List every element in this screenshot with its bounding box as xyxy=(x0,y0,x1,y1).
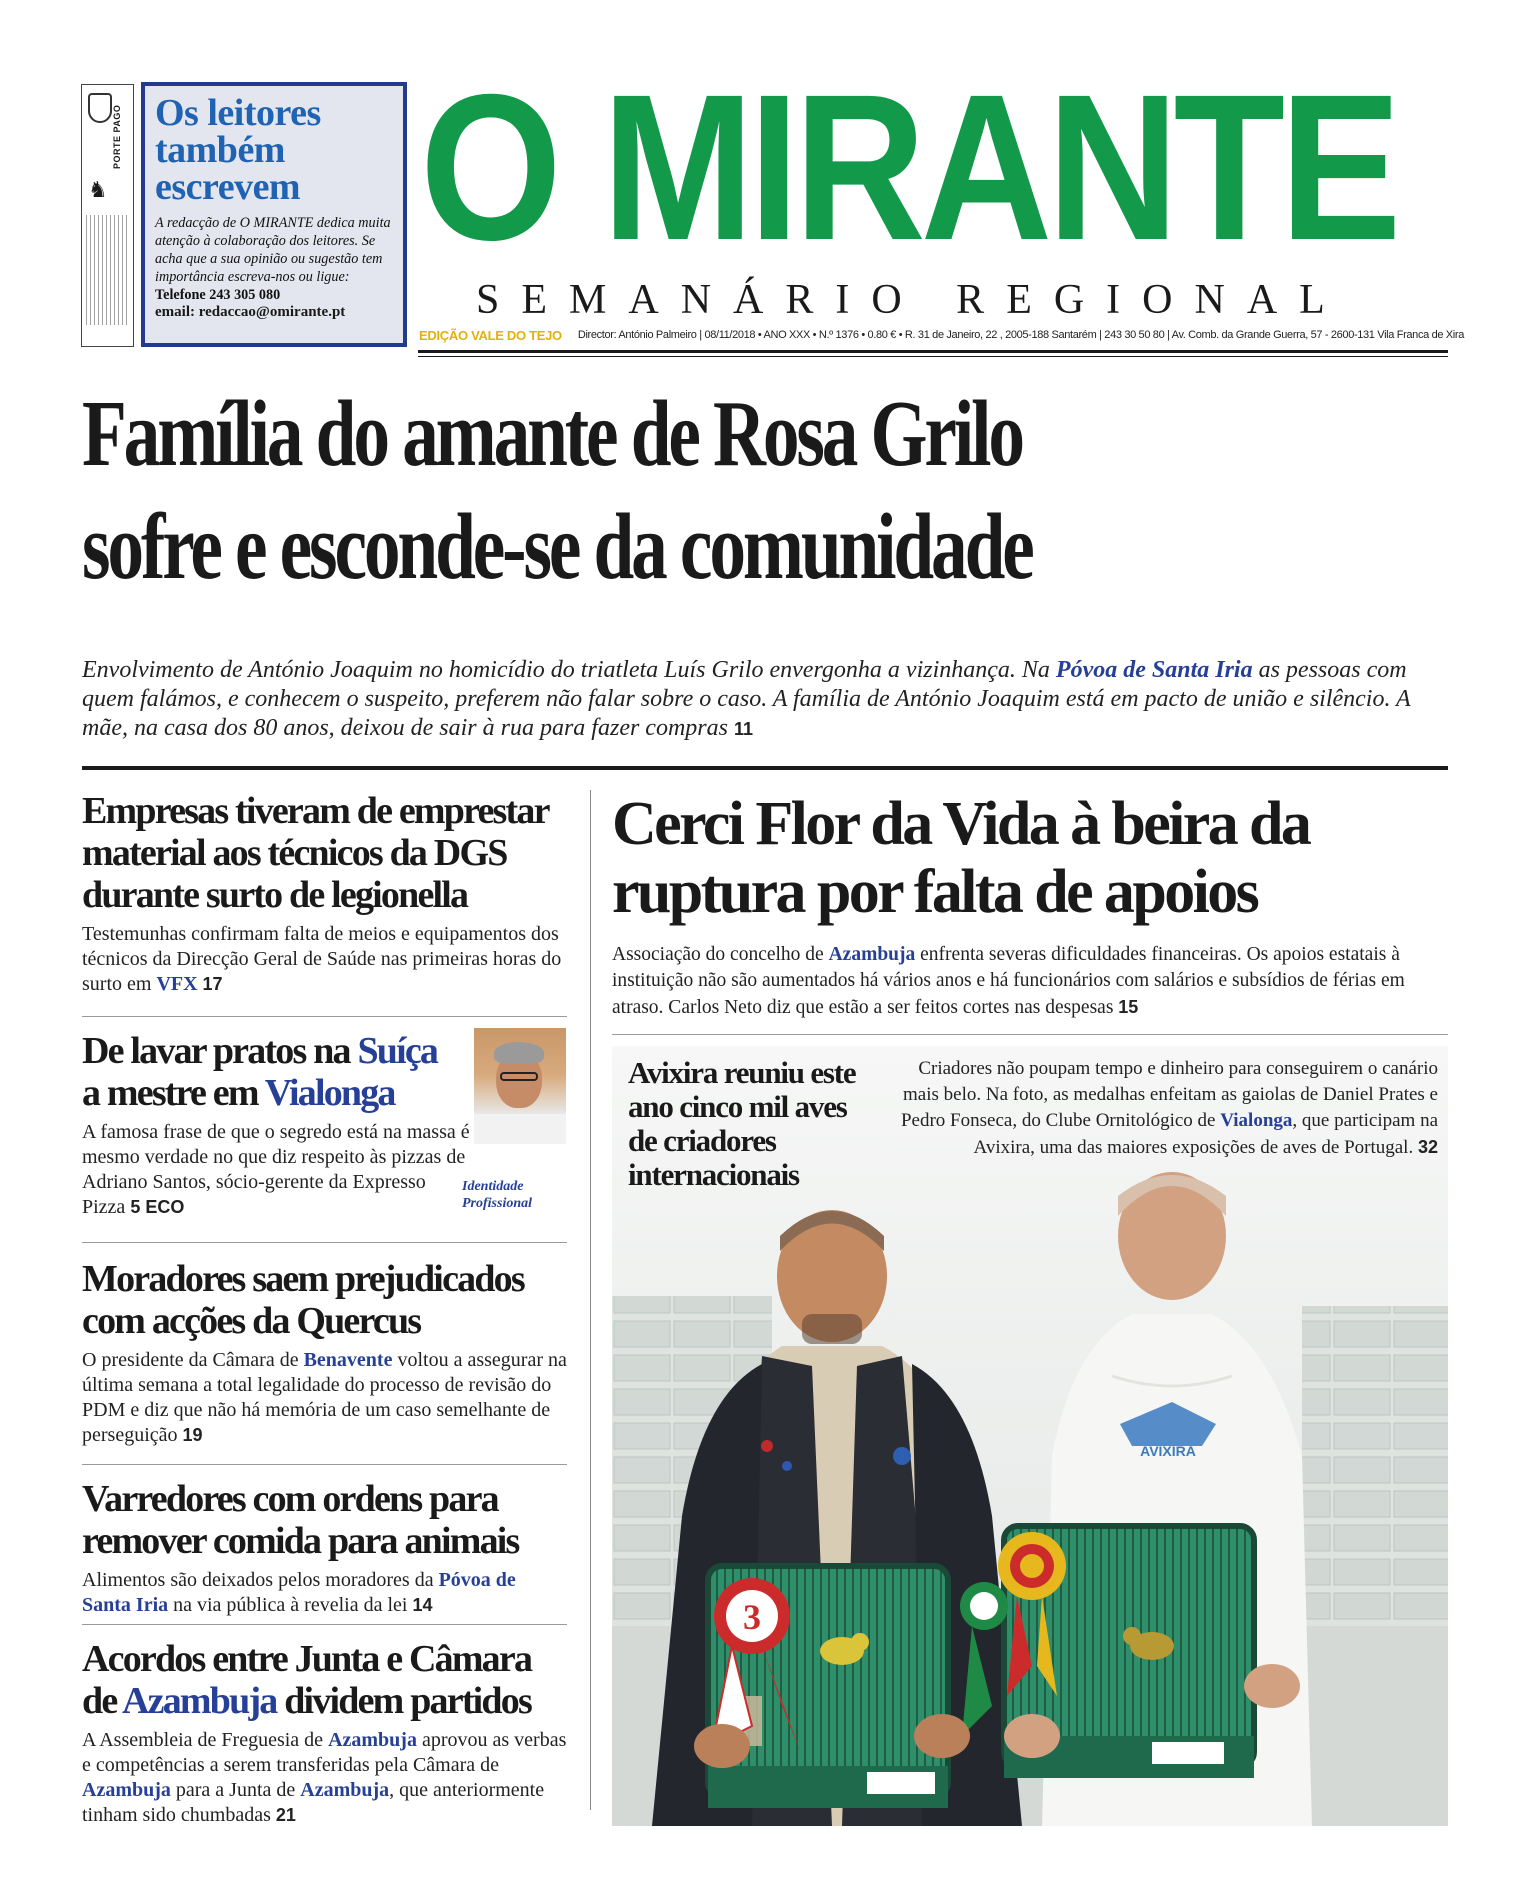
story-place: Benavente xyxy=(303,1349,393,1371)
portrait-hair xyxy=(494,1042,544,1064)
readers-box-email[interactable]: email: redaccao@omirante.pt xyxy=(155,304,346,320)
story-place: Póvoa de Santa Iria xyxy=(82,1569,516,1616)
story-page-ref: 21 xyxy=(275,1805,296,1825)
story-page-ref: 17 xyxy=(202,974,223,994)
story-place-2: Azambuja xyxy=(328,1729,417,1751)
avixira-page-ref: 32 xyxy=(1417,1137,1438,1157)
cerci-body xyxy=(612,942,1454,1021)
story-headline-text: Acordos entre Junta e Câmara de xyxy=(82,1638,532,1722)
postal-strip xyxy=(81,84,134,347)
story-page-ref: 14 xyxy=(412,1595,433,1615)
reindeer-icon: ♞ xyxy=(88,177,108,202)
readers-box-phone: Telefone 243 305 080 xyxy=(155,287,281,303)
story-headline-text: De lavar pratos na xyxy=(82,1030,358,1072)
story-headline xyxy=(82,1030,482,1114)
story-headline: Empresas tiveram de emprestar material aos técnicos da DGS durante surto de legionella xyxy=(82,790,548,916)
story-text-2: voltou a assegurar na última semana a total legalidade do processo de revisão do PDM e diz que não há memória de um caso semelhante de perseguição xyxy=(82,1349,567,1446)
cerci-page-ref: 15 xyxy=(1118,997,1139,1017)
edition-line xyxy=(419,326,1464,344)
story-place-3: Azambuja xyxy=(82,1779,171,1801)
story-body xyxy=(82,1728,567,1828)
newspaper-logo: O MIRANTE xyxy=(420,52,1397,284)
section-rule xyxy=(82,766,1448,770)
story-text-4: , que anteriormente tinham sido chumbadas xyxy=(82,1779,545,1826)
story-separator xyxy=(82,1016,567,1017)
portrait-shirt xyxy=(474,1114,566,1144)
readers-box-title: Os leitores também escrevem xyxy=(155,92,321,208)
story-headline: Varredores com ordens para remover comida para animais xyxy=(82,1478,519,1562)
column-divider xyxy=(590,790,591,1810)
story-separator xyxy=(82,1242,567,1243)
story-body xyxy=(82,1568,567,1618)
story-varredores[interactable] xyxy=(82,1478,567,1618)
lead-deck-text: Envolvimento de António Joaquim no homicídio do triatleta Luís Grilo envergonha a vizinhança. Na xyxy=(82,657,1056,683)
lead-headline-line2: sofre e esconde-se da comunidade xyxy=(82,495,1032,599)
story-text: Alimentos são deixados pelos moradores da xyxy=(82,1569,439,1591)
cerci-headline[interactable]: Cerci Flor da Vida à beira da ruptura por falta de apoios xyxy=(612,790,1310,926)
story-place: Azambuja xyxy=(122,1680,277,1722)
lead-page-ref: 11 xyxy=(733,719,754,739)
avixira-caption-text: Criadores não poupam tempo e dinheiro para conseguirem o canário mais belo. Na foto, as medalhas enfeitam as gaiolas de Daniel Prates e Pedro Fonseca, do Clube Ornitológico de xyxy=(900,1058,1438,1131)
lead-headline-line1: Família do amante de Rosa Grilo xyxy=(82,382,1022,486)
story-text-2: aprovou as verbas e competências a serem transferidas pela Câmara de xyxy=(82,1729,567,1776)
story-pizza[interactable] xyxy=(82,1030,482,1220)
masthead-rule-thin xyxy=(418,356,1448,357)
story-separator xyxy=(82,1464,567,1465)
avixira-caption-text-2: , que participam na Avixira, uma das maiores exposições de aves de Portugal. xyxy=(973,1110,1438,1158)
story-separator xyxy=(82,1624,567,1625)
portrait-glasses xyxy=(500,1072,538,1081)
postal-label: PORTE PAGO xyxy=(112,104,122,169)
lead-deck-place: Póvoa de Santa Iria xyxy=(1055,657,1253,683)
story-legionella[interactable] xyxy=(82,790,567,997)
cerci-text-2: enfrenta severas dificuldades financeiras. Os apoios estatais à instituição não são aumentados há vários anos e há funcionários com salários e subsídios de férias em atraso. Carlos Neto diz que estão a ser feitos cortes nas despesas xyxy=(612,944,1405,1018)
crest-icon xyxy=(88,93,112,123)
story-body xyxy=(82,1348,567,1448)
lead-deck xyxy=(82,656,1454,744)
avixira-place: Vialonga xyxy=(1220,1110,1293,1131)
cerci-place: Azambuja xyxy=(828,944,916,965)
story-text: A Assembleia de Freguesia de xyxy=(82,1729,329,1751)
newspaper-subtitle: SEMANÁRIO REGIONAL xyxy=(476,277,1347,323)
story-place: VFX xyxy=(156,973,198,995)
story-body xyxy=(82,922,567,997)
lead-headline[interactable] xyxy=(82,378,1158,604)
story-text: Testemunhas confirmam falta de meios e equipamentos dos técnicos da Direcção Geral de Saúde nas primeiras horas do surto em xyxy=(82,923,562,995)
story-text: O presidente da Câmara de xyxy=(82,1349,304,1371)
readers-box-text: A redacção de O MIRANTE dedica muita atenção à colaboração dos leitores. Se acha que a sua opinião ou sugestão tem importância escreva-nos ou ligue: xyxy=(155,215,391,285)
story-text-3: para a Junta de xyxy=(170,1779,301,1801)
story-place-4: Azambuja xyxy=(300,1779,390,1801)
story-body xyxy=(82,1120,470,1220)
story-quercus[interactable] xyxy=(82,1258,567,1448)
edition-label: EDIÇÃO VALE DO TEJO xyxy=(419,327,562,343)
story-headline-text-2: dividem partidos xyxy=(276,1680,531,1722)
publication-info: Director: António Palmeiro | 08/11/2018 • ANO XXX • N.º 1376 • 0.80 € • R. 31 de Janeiro, 22 , 2005-188 Santarém | 243 30 50 80 | Av. Comb. da Grande Guerra, 57 - 2600-131 Vila Franca de Xira xyxy=(577,329,1464,341)
masthead-rule xyxy=(418,350,1448,353)
rosette-number: 3 xyxy=(743,1597,761,1637)
readers-box-body xyxy=(155,214,392,304)
story-page-ref: 5 ECO xyxy=(130,1197,185,1217)
story-place-2: Vialonga xyxy=(264,1072,395,1114)
story-page-ref: 19 xyxy=(182,1425,203,1445)
story-text: A famosa frase de que o segredo está na massa é mesmo verdade no que diz respeito às pizzas de Adriano Santos, sócio-gerente da Expresso Pizza xyxy=(82,1121,470,1218)
cerci-text: Associação do concelho de xyxy=(612,944,829,965)
cerci-rule xyxy=(612,1034,1448,1035)
story-text-2: na via pública à revelia da lei xyxy=(168,1594,413,1616)
section-label-identidade: Identidade Profissional xyxy=(462,1179,533,1211)
portrait-photo xyxy=(474,1028,566,1144)
shirt-logo-text: AVIXIRA xyxy=(1140,1443,1196,1459)
avixira-headline[interactable]: Avixira reuniu este ano cinco mil aves de criadores internacionais xyxy=(628,1055,856,1192)
story-azambuja[interactable] xyxy=(82,1638,567,1828)
story-headline-text-2: a mestre em xyxy=(82,1072,265,1114)
story-headline xyxy=(82,1638,567,1722)
story-headline: Moradores saem prejudicados com acções da Quercus xyxy=(82,1258,524,1342)
postal-fineprint xyxy=(86,215,130,325)
readers-box xyxy=(141,82,407,347)
story-place: Suíça xyxy=(357,1030,438,1072)
lead-deck-text-2: as pessoas com quem falámos, e conhecem o suspeito, preferem não falar sobre o caso. A família de António Joaquim está em pacto de união e silêncio. A mãe, na casa dos 80 anos, deixou de sair à rua para fazer compras xyxy=(82,657,1411,741)
avixira-caption xyxy=(878,1056,1438,1161)
